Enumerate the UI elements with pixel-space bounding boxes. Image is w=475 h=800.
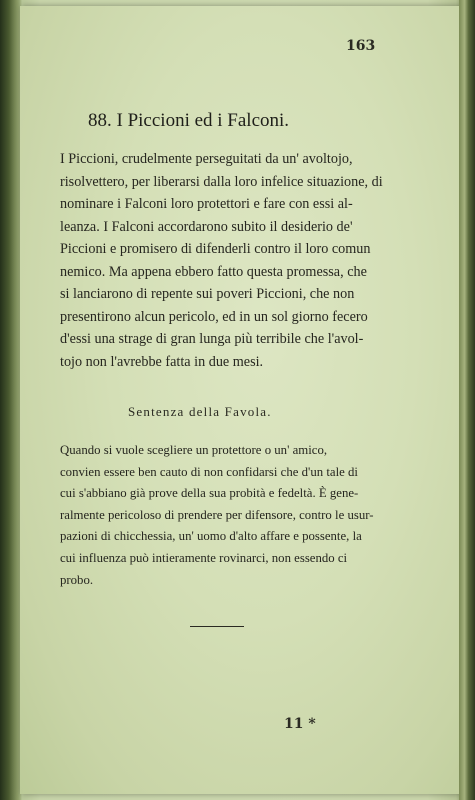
moral-heading: Sentenza della Favola. xyxy=(128,404,272,419)
text-line: Quando si vuole scegliere un protettore o un' amico, xyxy=(60,443,328,457)
text-line: presentirono alcun pericolo, ed in un sol giorno fecero xyxy=(60,308,368,325)
signature-mark: 11 * xyxy=(284,716,316,732)
text-line: Piccioni e promisero di difenderli contro il loro comun xyxy=(60,241,371,257)
moral-paragraph xyxy=(60,440,392,591)
fable-paragraph xyxy=(60,148,392,373)
text-line: nominare i Falconi loro protettori e fare con essi al- xyxy=(60,196,353,212)
text-line: cui influenza può intieramente rovinarci, non essendo ci xyxy=(60,550,348,565)
fable-title: 88. I Piccioni ed i Falconi. xyxy=(88,110,290,131)
section-divider-rule xyxy=(190,626,244,627)
text-line: risolvettero, per liberarsi dalla loro infelice situazione, di xyxy=(60,173,383,190)
page-fore-edge xyxy=(459,0,475,800)
text-line: cui s'abbiano già prove della sua probità e fedeltà. È gene- xyxy=(60,486,359,501)
text-line: probo. xyxy=(60,572,94,587)
text-line: nemico. Ma appena ebbero fatto questa promessa, che xyxy=(60,263,367,280)
text-line: pazioni di chicchessia, un' uomo d'alto affare e possente, la xyxy=(60,529,362,544)
page-number: 163 xyxy=(346,38,376,54)
text-line: d'essi una strage di gran lunga più terribile che l'avol- xyxy=(60,331,364,347)
text-line: leanza. I Falconi accordarono subito il desiderio de' xyxy=(60,218,353,235)
text-line: I Piccioni, crudelmente perseguitati da un' avoltojo, xyxy=(60,151,353,167)
book-gutter xyxy=(0,0,22,800)
text-line: ralmente pericoloso di prendere per difensore, contro le usur- xyxy=(60,507,374,522)
text-line: tojo non l'avrebbe fatta in due mesi. xyxy=(60,353,264,370)
text-line: si lanciarono di repente sui poveri Piccioni, che non xyxy=(60,286,355,302)
text-line: convien essere ben cauto di non confidarsi che d'un tale di xyxy=(60,464,358,479)
